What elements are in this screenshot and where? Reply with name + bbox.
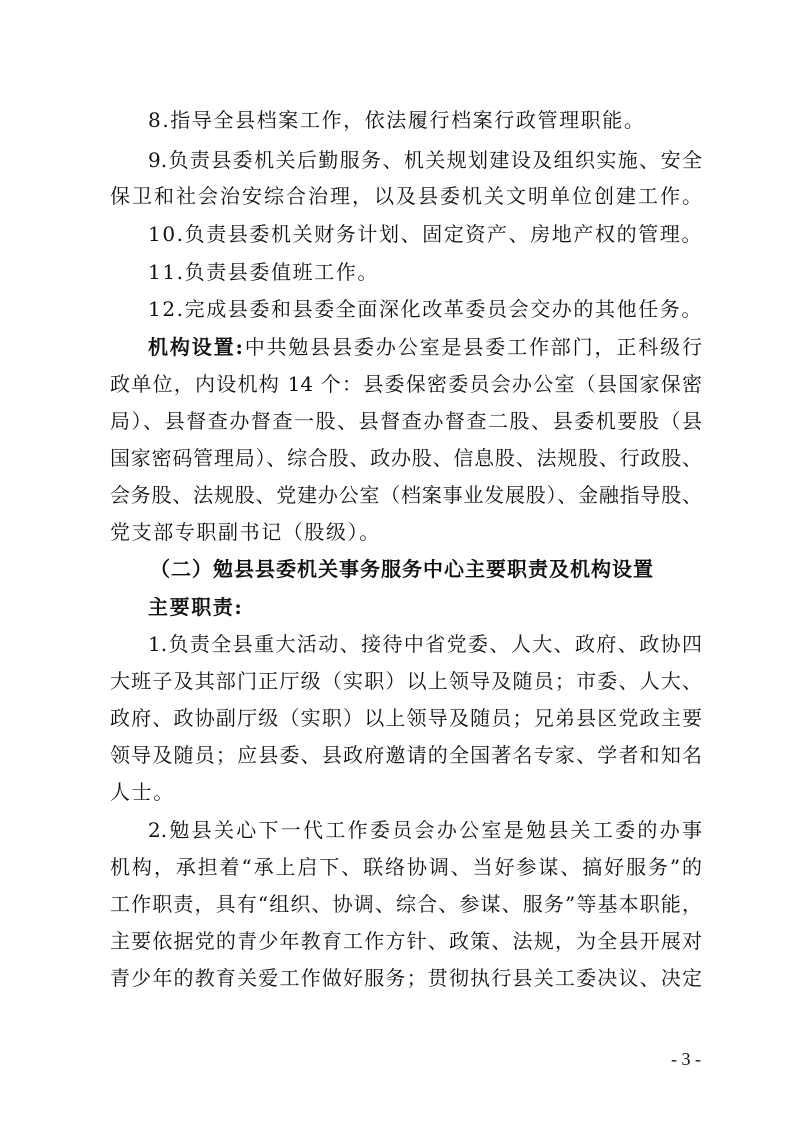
duty-2-item-2-line-2: 机构，承担着“承上启下、联络协调、当好参谋、搞好服务”的	[110, 855, 702, 879]
org-structure-line-6: 党支部专职副书记（股级）。	[110, 520, 381, 544]
duty-item-9-line-2: 保卫和社会治安综合治理，以及县委机关文明单位创建工作。	[110, 184, 702, 208]
org-structure-label: 机构设置:	[148, 335, 243, 359]
duty-item-11: 11.负责县委值班工作。	[148, 260, 380, 284]
duty-2-item-1-line-1: 1.负责全县重大活动、接待中省党委、人大、政府、政协四	[148, 632, 702, 656]
org-structure-line-2: 政单位，内设机构 14 个：县委保密委员会办公室（县国家保密	[110, 372, 702, 396]
org-structure-line-3: 局）、县督查办督查一股、县督查办督查二股、县委机要股（县	[110, 409, 702, 433]
duty-2-item-1-line-2: 大班子及其部门正厅级（实职）以上领导及随员；市委、人大、	[110, 669, 702, 693]
duty-2-item-1-line-5: 人士。	[110, 780, 175, 804]
duty-item-12: 12.完成县委和县委全面深化改革委员会交办的其他任务。	[148, 297, 704, 321]
duty-2-item-2-line-3: 工作职责，具有“组织、协调、综合、参谋、服务”等基本职能，	[110, 892, 702, 916]
org-structure-line-4: 国家密码管理局）、综合股、政办股、信息股、法规股、行政股、	[110, 446, 702, 470]
duty-2-item-1-line-3: 政府、政协副厅级（实职）以上领导及随员；兄弟县区党政主要	[110, 706, 702, 730]
org-structure-line-1	[148, 335, 702, 359]
duty-2-item-1-line-4: 领导及随员；应县委、县政府邀请的全国著名专家、学者和知名	[110, 743, 702, 767]
duty-item-8: 8.指导全县档案工作，依法履行档案行政管理职能。	[148, 108, 646, 132]
duty-item-9-line-1: 9.负责县委机关后勤服务、机关规划建设及组织实施、安全	[148, 148, 702, 172]
duty-2-item-2-line-4: 主要依据党的青少年教育工作方针、政策、法规，为全县开展对	[110, 929, 702, 953]
section-heading: （二）勉县县委机关事务服务中心主要职责及机构设置	[150, 557, 654, 581]
duty-2-item-2-line-5: 青少年的教育关爱工作做好服务；贯彻执行县关工委决议、决定	[110, 966, 702, 990]
duty-2-item-2-line-1: 2.勉县关心下一代工作委员会办公室是勉县关工委的办事	[148, 818, 702, 842]
org-structure-line-5: 会务股、法规股、党建办公室（档案事业发展股）、金融指导股、	[110, 483, 702, 507]
org-structure-text: 中共勉县县委办公室是县委工作部门，正科级行	[242, 335, 702, 359]
page-number: - 3 -	[671, 1049, 701, 1069]
main-duties-label: 主要职责:	[148, 595, 244, 619]
duty-item-10: 10.负责县委机关财务计划、固定资产、房地产权的管理。	[148, 222, 704, 246]
